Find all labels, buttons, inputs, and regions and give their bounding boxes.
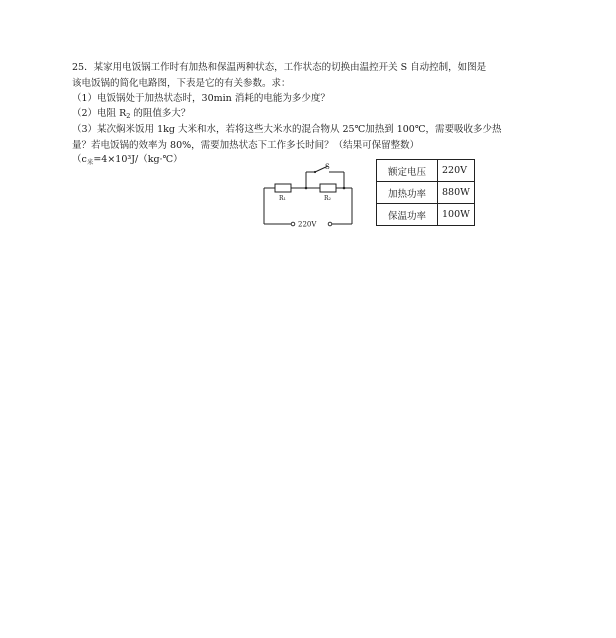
resistor-r2 [320, 184, 336, 192]
junction-dot-left [305, 187, 308, 190]
param-key: 保温功率 [377, 204, 438, 226]
question-part-3-line-2: 量？若电饭锅的效率为 80%，需要加热状态下工作多长时间？（结果可保留整数） [72, 140, 420, 151]
param-value: 100W [438, 204, 475, 226]
constant-text-pre: （c [72, 154, 87, 165]
param-key: 加热功率 [377, 182, 438, 204]
part-2-text-post: 的阻值多大？ [130, 108, 191, 119]
part-2-subscript: 2 [126, 112, 131, 120]
terminal-right [328, 222, 332, 226]
terminal-left [291, 222, 295, 226]
param-key: 额定电压 [377, 160, 438, 182]
table-row [377, 182, 475, 204]
table-row [377, 204, 475, 226]
voltage-label: 220V [298, 220, 317, 229]
param-value: 220V [438, 160, 475, 182]
constant-subscript: 米 [86, 158, 94, 166]
question-part-2 [72, 108, 190, 122]
junction-dot-right [343, 187, 346, 190]
param-value: 880W [438, 182, 475, 204]
parameters-table [376, 159, 475, 226]
question-stem-line-2: 该电饭锅的简化电路图，下表是它的有关参数。求： [72, 78, 291, 89]
specific-heat-constant [72, 154, 183, 168]
switch-label: S [325, 163, 330, 171]
r2-label: R₂ [324, 195, 331, 202]
question-part-1: （1）电饭锅处于加热状态时，30min 消耗的电能为多少度？ [72, 93, 330, 104]
circuit-diagram [258, 158, 368, 230]
question-part-3-line-1: （3）某次焖米饭用 1kg 大米和水，若将这些大米水的混合物从 25℃加热到 100℃，需要吸收多少热 [72, 124, 502, 135]
part-2-text-pre: （2）电阻 R [72, 108, 127, 119]
switch-contact-left [314, 171, 316, 173]
question-stem-line-1: 25．某家用电饭锅工作时有加热和保温两种状态，工作状态的切换由温控开关 S 自动控制，如图是 [72, 62, 487, 73]
table-row [377, 160, 475, 182]
resistor-r1 [275, 184, 291, 192]
constant-text-post: =4×10³J/（kg·℃） [93, 154, 183, 165]
r1-label: R₁ [279, 195, 286, 202]
